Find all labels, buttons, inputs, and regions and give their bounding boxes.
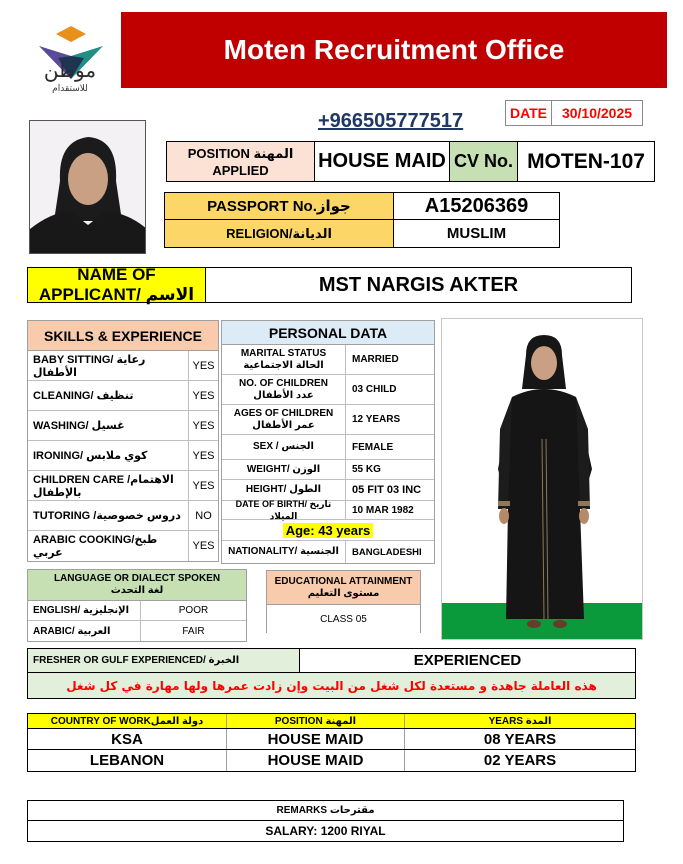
phone-link[interactable]: +966505777517 [318, 110, 464, 132]
column-header-country: COUNTRY OF WORKدولة العمل [28, 714, 227, 728]
work-history-header [28, 714, 635, 729]
marital-status-label-en: MARITAL STATUS [240, 347, 327, 359]
applicant-full-body-photo [441, 318, 643, 640]
work-country: LEBANON [28, 750, 227, 771]
children-ages-value: 12 YEARS [352, 414, 401, 425]
language-value: POOR [178, 605, 209, 616]
weight-row [222, 460, 434, 480]
skill-row [28, 471, 218, 501]
position-row [166, 141, 655, 182]
religion-label: RELIGION/الديانة [165, 220, 394, 247]
work-history-table [27, 713, 636, 772]
children-label [222, 375, 346, 404]
skill-label: ARABIC COOKING/طبخ عربي [28, 531, 189, 561]
marital-status-label [222, 345, 346, 374]
skill-value: YES [192, 359, 215, 372]
page-title-banner: Moten Recruitment Office [121, 12, 667, 88]
language-value: FAIR [182, 625, 205, 637]
logo-arabic-name: موطن [43, 58, 97, 82]
cv-number-value: MOTEN-107 [527, 149, 645, 173]
skill-value: YES [192, 389, 215, 402]
skill-label: CHILDREN CARE /الاهتمام بالإطفال [28, 471, 189, 500]
applicant-name-row [27, 267, 632, 303]
education-title-en: EDUCATIONAL ATTAINMENT [274, 575, 413, 587]
experience-table [27, 648, 636, 699]
table-row [28, 750, 635, 771]
passport-value: A15206369 [424, 194, 529, 217]
skill-row [28, 531, 218, 561]
language-title [28, 570, 246, 601]
column-header-position: POSITION المهنة [227, 714, 405, 728]
age-row [222, 520, 434, 541]
sex-row [222, 435, 434, 460]
religion-value: MUSLIM [446, 225, 507, 242]
marital-status-row [222, 345, 434, 375]
work-position: HOUSE MAID [227, 729, 405, 749]
language-label: ARABIC/ العربية [28, 621, 141, 641]
weight-label: WEIGHT/ الوزن [222, 460, 346, 479]
children-label-ar: عدد الأطفال [253, 389, 314, 401]
cv-number-label: CV No. [450, 142, 518, 181]
education-table [266, 570, 421, 633]
skill-value: NO [195, 509, 212, 522]
nationality-value: BANGLADESHI [352, 546, 422, 558]
skill-value: YES [192, 540, 215, 552]
skill-value: YES [192, 479, 215, 492]
age-value: Age: 43 years [283, 523, 374, 538]
dob-value: 10 MAR 1982 [352, 504, 414, 516]
nationality-label: NATIONALITY/ الجنسية [222, 541, 346, 563]
height-label: HEIGHT/ الطول [222, 480, 346, 500]
position-label [167, 142, 315, 181]
children-ages-label-en: AGES OF CHILDREN [233, 407, 334, 419]
date-label: DATE [506, 101, 552, 125]
position-value: HOUSE MAID [315, 142, 450, 181]
height-value: 05 FIT 03 INC [352, 484, 422, 496]
dob-label: DATE OF BIRTH/ تاريخ الميلاد [222, 501, 346, 519]
education-value: CLASS 05 [320, 613, 367, 625]
work-position: HOUSE MAID [227, 750, 405, 771]
position-label-line1: POSITION المهنة [187, 145, 294, 161]
work-years: 08 YEARS [483, 730, 557, 748]
education-title-ar: مستوى التعليم [307, 587, 380, 599]
column-header-years: YEARS المدة [488, 715, 552, 727]
children-row [222, 375, 434, 405]
language-table [27, 569, 247, 642]
education-title [267, 571, 420, 605]
children-ages-row [222, 405, 434, 435]
passport-label: PASSPORT No.جواز [165, 193, 394, 219]
passport-table [164, 192, 560, 248]
skill-label: IRONING/ كوي ملابس [28, 441, 189, 470]
skill-value: YES [192, 419, 215, 432]
skill-label: TUTORING /دروس خصوصية [28, 501, 189, 530]
experience-note: هذه العاملة جاهدة و مستعدة لكل شغل من البيت وإن زادت عمرها ولها مهارة في كل شغل [28, 673, 635, 698]
portrait-image-icon [30, 121, 146, 254]
table-row [28, 729, 635, 750]
personal-data-title: PERSONAL DATA [222, 321, 434, 345]
experience-label: FRESHER OR GULF EXPERIENCED/ الخبرة [28, 649, 300, 672]
applicant-name-label: NAME OF APPLICANT/ الاسم [28, 268, 206, 302]
position-label-line2: APPLIED [212, 162, 269, 178]
applicant-portrait-photo [29, 120, 146, 254]
children-ages-label-ar: عمر الأطفال [252, 419, 315, 431]
full-body-image-icon [442, 319, 643, 640]
language-row [28, 621, 246, 641]
dob-row [222, 501, 434, 520]
language-label: ENGLISH/ الإنجليزية [28, 601, 141, 620]
applicant-name-value: MST NARGIS AKTER [318, 273, 519, 296]
weight-value: 55 KG [352, 464, 381, 475]
marital-status-value: MARRIED [352, 354, 399, 365]
skill-row [28, 381, 218, 411]
language-row [28, 601, 246, 621]
children-ages-label [222, 405, 346, 434]
skill-row [28, 411, 218, 441]
skill-label: CLEANING/ تنظيف [28, 381, 189, 410]
skills-title: SKILLS & EXPERIENCE [28, 321, 218, 351]
experience-value: EXPERIENCED [413, 652, 522, 669]
date-box [505, 100, 643, 126]
skill-row [28, 501, 218, 531]
skill-row [28, 351, 218, 381]
skill-label: WASHING/ غسيل [28, 411, 189, 440]
language-title-ar: لغة التحدث [110, 585, 164, 596]
nationality-row [222, 541, 434, 563]
skill-row [28, 441, 218, 471]
work-country: KSA [28, 729, 227, 749]
work-years: 02 YEARS [483, 752, 557, 769]
sex-label: SEX / الجنس [222, 435, 346, 459]
skill-label: BABY SITTING/ رعاية الأطفال [28, 351, 189, 380]
language-title-en: LANGUAGE OR DIALECT SPOKEN [53, 573, 221, 584]
skill-value: YES [192, 449, 215, 462]
children-value: 03 CHILD [352, 384, 397, 395]
skills-table [27, 320, 219, 562]
children-label-en: NO. OF CHILDREN [239, 377, 328, 389]
logo-arabic-subtitle: للاستقدام [52, 84, 88, 94]
remarks-label: REMARKS مقترحات [28, 801, 623, 821]
remarks-table [27, 800, 624, 842]
marital-status-label-ar: الحالة الاجتماعية [243, 359, 324, 371]
personal-data-table [221, 320, 435, 564]
sex-value: FEMALE [352, 441, 394, 453]
date-value: 30/10/2025 [561, 105, 633, 121]
remarks-value: SALARY: 1200 RIYAL [265, 824, 386, 838]
